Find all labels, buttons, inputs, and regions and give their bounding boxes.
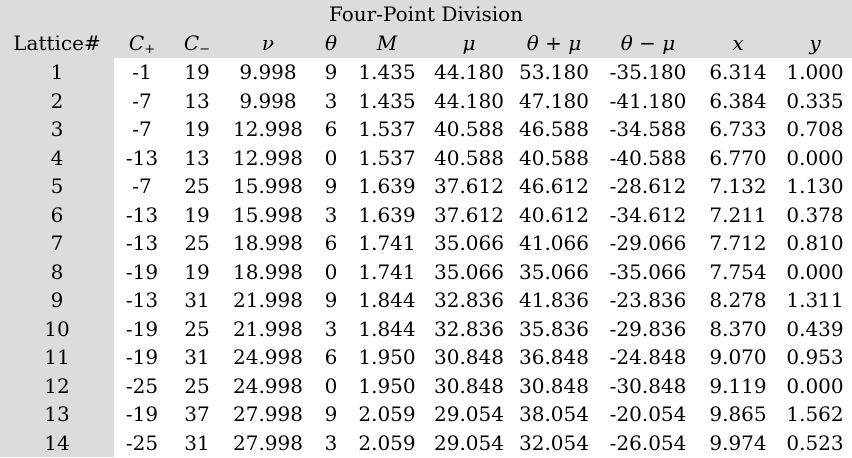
cell-c-minus: 25 <box>184 373 210 398</box>
table-row <box>0 144 852 173</box>
table-row <box>0 258 852 287</box>
cell-theta: 3 <box>324 430 338 455</box>
cell-lattice: 1 <box>50 60 64 84</box>
cell-x: 7.712 <box>709 231 767 255</box>
cell-m: 1.844 <box>358 288 416 312</box>
cell-y: 0.000 <box>786 373 844 398</box>
cell-theta-minus-mu: -24.848 <box>609 345 687 369</box>
cell-y: 0.439 <box>786 316 844 341</box>
cell-theta-plus-mu: 35.836 <box>519 316 589 341</box>
cell-x: 7.211 <box>709 202 767 227</box>
header-mu: μ <box>462 31 476 55</box>
cell-c-minus: 25 <box>184 174 210 198</box>
cell-mu: 29.054 <box>434 402 504 426</box>
table-row <box>0 286 852 315</box>
cell-nu: 15.998 <box>233 174 303 198</box>
header-c-plus-symbol: C <box>128 31 145 55</box>
cell-theta: 6 <box>324 345 338 369</box>
cell-y: 0.523 <box>786 430 844 455</box>
cell-x: 9.070 <box>709 345 767 369</box>
cell-y: 0.953 <box>786 345 844 369</box>
cell-c-plus: -25 <box>125 430 159 455</box>
cell-c-minus: 25 <box>184 231 210 255</box>
cell-c-plus: -7 <box>132 88 152 113</box>
cell-y: 1.000 <box>786 60 844 84</box>
cell-c-minus: 19 <box>184 60 210 84</box>
header-c-minus <box>168 29 226 58</box>
cell-lattice: 14 <box>44 430 70 455</box>
cell-m: 1.435 <box>358 60 416 84</box>
cell-x: 9.119 <box>709 373 767 398</box>
cell-mu: 30.848 <box>434 373 504 398</box>
header-lattice: Lattice# <box>13 31 101 55</box>
cell-x: 6.770 <box>709 145 767 170</box>
cell-theta: 6 <box>324 117 338 141</box>
cell-y: 0.000 <box>786 259 844 284</box>
cell-c-plus: -13 <box>125 288 159 312</box>
cell-theta: 9 <box>324 60 338 84</box>
header-c-minus-subscript: − <box>199 42 211 57</box>
header-nu: ν <box>261 31 275 55</box>
cell-mu: 30.848 <box>434 345 504 369</box>
cell-m: 1.537 <box>358 117 416 141</box>
cell-m: 2.059 <box>358 430 416 455</box>
header-m: M <box>376 31 398 55</box>
cell-y: 0.335 <box>786 88 844 113</box>
table-row <box>0 400 852 429</box>
cell-nu: 21.998 <box>233 288 303 312</box>
cell-theta-plus-mu: 30.848 <box>519 373 589 398</box>
header-theta-minus-mu: θ − μ <box>620 31 676 55</box>
cell-y: 0.000 <box>786 145 844 170</box>
cell-theta-minus-mu: -34.588 <box>609 117 687 141</box>
cell-nu: 27.998 <box>233 402 303 426</box>
cell-mu: 37.612 <box>434 202 504 227</box>
cell-y: 0.708 <box>786 117 844 141</box>
cell-c-minus: 13 <box>184 88 210 113</box>
cell-theta: 3 <box>324 88 338 113</box>
cell-nu: 18.998 <box>233 259 303 284</box>
cell-x: 7.132 <box>709 174 767 198</box>
header-y: y <box>809 31 821 55</box>
cell-lattice: 6 <box>50 202 64 227</box>
cell-theta-minus-mu: -40.588 <box>609 145 687 170</box>
cell-theta-plus-mu: 47.180 <box>519 88 589 113</box>
cell-c-minus: 37 <box>184 402 210 426</box>
cell-c-plus: -13 <box>125 202 159 227</box>
cell-c-plus: -19 <box>125 345 159 369</box>
cell-lattice: 7 <box>50 231 64 255</box>
cell-x: 8.278 <box>709 288 767 312</box>
cell-m: 1.435 <box>358 88 416 113</box>
cell-theta-minus-mu: -28.612 <box>609 174 687 198</box>
cell-theta-minus-mu: -23.836 <box>609 288 687 312</box>
cell-theta: 3 <box>324 316 338 341</box>
cell-theta: 0 <box>324 373 338 398</box>
cell-theta-minus-mu: -20.054 <box>609 402 687 426</box>
cell-theta: 0 <box>324 145 338 170</box>
cell-theta: 3 <box>324 202 338 227</box>
table-title: Four-Point Division <box>328 2 524 26</box>
table-row <box>0 372 852 401</box>
cell-m: 2.059 <box>358 402 416 426</box>
cell-m: 1.844 <box>358 316 416 341</box>
cell-theta-minus-mu: -41.180 <box>609 88 687 113</box>
cell-x: 8.370 <box>709 316 767 341</box>
cell-c-plus: -7 <box>132 117 152 141</box>
cell-nu: 27.998 <box>233 430 303 455</box>
cell-theta-minus-mu: -34.612 <box>609 202 687 227</box>
cell-c-plus: -13 <box>125 145 159 170</box>
cell-theta-minus-mu: -26.054 <box>609 430 687 455</box>
cell-lattice: 4 <box>50 145 64 170</box>
cell-m: 1.950 <box>358 345 416 369</box>
table-row <box>0 315 852 344</box>
cell-lattice: 10 <box>44 316 70 341</box>
cell-theta: 9 <box>324 288 338 312</box>
cell-theta-plus-mu: 35.066 <box>519 259 589 284</box>
cell-theta-minus-mu: -29.836 <box>609 316 687 341</box>
table-row <box>0 87 852 116</box>
cell-c-minus: 31 <box>184 430 210 455</box>
cell-theta-plus-mu: 53.180 <box>519 60 589 84</box>
cell-mu: 44.180 <box>434 60 504 84</box>
cell-lattice: 3 <box>50 117 64 141</box>
cell-lattice: 5 <box>50 174 64 198</box>
cell-nu: 18.998 <box>233 231 303 255</box>
header-x: x <box>732 31 744 55</box>
cell-x: 6.314 <box>709 60 767 84</box>
cell-x: 6.733 <box>709 117 767 141</box>
cell-c-minus: 31 <box>184 288 210 312</box>
cell-c-plus: -19 <box>125 259 159 284</box>
header-c-minus-symbol: C <box>183 31 200 55</box>
cell-c-plus: -1 <box>132 60 152 84</box>
header-theta: θ <box>324 31 338 55</box>
cell-theta-minus-mu: -30.848 <box>609 373 687 398</box>
cell-theta-plus-mu: 46.612 <box>519 174 589 198</box>
cell-mu: 40.588 <box>434 117 504 141</box>
cell-mu: 35.066 <box>434 231 504 255</box>
header-c-plus-subscript: + <box>144 42 156 57</box>
cell-c-plus: -19 <box>125 316 159 341</box>
cell-theta-plus-mu: 36.848 <box>519 345 589 369</box>
cell-y: 1.311 <box>786 288 844 312</box>
header-theta-plus-mu: θ + μ <box>526 31 582 55</box>
table-row <box>0 172 852 201</box>
cell-theta: 0 <box>324 259 338 284</box>
cell-nu: 12.998 <box>233 117 303 141</box>
cell-mu: 37.612 <box>434 174 504 198</box>
cell-x: 9.865 <box>709 402 767 426</box>
cell-y: 1.562 <box>786 402 844 426</box>
cell-theta: 6 <box>324 231 338 255</box>
cell-theta-minus-mu: -35.066 <box>609 259 687 284</box>
cell-nu: 12.998 <box>233 145 303 170</box>
table-row <box>0 229 852 258</box>
table-row <box>0 115 852 144</box>
cell-mu: 32.836 <box>434 316 504 341</box>
cell-mu: 44.180 <box>434 88 504 113</box>
cell-m: 1.741 <box>358 259 416 284</box>
cell-c-plus: -19 <box>125 402 159 426</box>
cell-theta-plus-mu: 41.836 <box>519 288 589 312</box>
cell-c-minus: 19 <box>184 117 210 141</box>
cell-nu: 9.998 <box>239 88 297 113</box>
cell-theta-minus-mu: -29.066 <box>609 231 687 255</box>
cell-nu: 24.998 <box>233 345 303 369</box>
cell-mu: 40.588 <box>434 145 504 170</box>
cell-m: 1.639 <box>358 202 416 227</box>
cell-x: 7.754 <box>709 259 767 284</box>
cell-theta: 9 <box>324 402 338 426</box>
cell-theta-plus-mu: 41.066 <box>519 231 589 255</box>
cell-m: 1.639 <box>358 174 416 198</box>
cell-y: 1.130 <box>786 174 844 198</box>
table-row <box>0 58 852 87</box>
cell-lattice: 9 <box>50 288 64 312</box>
cell-theta-plus-mu: 40.588 <box>519 145 589 170</box>
cell-m: 1.537 <box>358 145 416 170</box>
cell-lattice: 13 <box>44 402 70 426</box>
cell-mu: 35.066 <box>434 259 504 284</box>
cell-c-plus: -13 <box>125 231 159 255</box>
cell-c-minus: 19 <box>184 259 210 284</box>
header-c-plus <box>116 29 168 58</box>
cell-theta: 9 <box>324 174 338 198</box>
cell-c-plus: -7 <box>132 174 152 198</box>
table-row <box>0 343 852 372</box>
cell-c-minus: 25 <box>184 316 210 341</box>
cell-c-minus: 31 <box>184 345 210 369</box>
cell-mu: 32.836 <box>434 288 504 312</box>
cell-c-minus: 13 <box>184 145 210 170</box>
cell-lattice: 12 <box>44 373 70 398</box>
cell-nu: 21.998 <box>233 316 303 341</box>
header-row <box>0 29 852 58</box>
table-row <box>0 201 852 230</box>
cell-theta-plus-mu: 40.612 <box>519 202 589 227</box>
cell-mu: 29.054 <box>434 430 504 455</box>
cell-nu: 24.998 <box>233 373 303 398</box>
cell-nu: 9.998 <box>239 60 297 84</box>
cell-nu: 15.998 <box>233 202 303 227</box>
cell-theta-plus-mu: 32.054 <box>519 430 589 455</box>
cell-lattice: 2 <box>50 88 64 113</box>
cell-y: 0.378 <box>786 202 844 227</box>
table-row <box>0 429 852 458</box>
cell-c-plus: -25 <box>125 373 159 398</box>
cell-m: 1.950 <box>358 373 416 398</box>
cell-m: 1.741 <box>358 231 416 255</box>
cell-theta-plus-mu: 38.054 <box>519 402 589 426</box>
cell-x: 9.974 <box>709 430 767 455</box>
cell-lattice: 11 <box>44 345 70 369</box>
cell-x: 6.384 <box>709 88 767 113</box>
cell-y: 0.810 <box>786 231 844 255</box>
cell-lattice: 8 <box>50 259 64 284</box>
cell-c-minus: 19 <box>184 202 210 227</box>
cell-theta-minus-mu: -35.180 <box>609 60 687 84</box>
cell-theta-plus-mu: 46.588 <box>519 117 589 141</box>
